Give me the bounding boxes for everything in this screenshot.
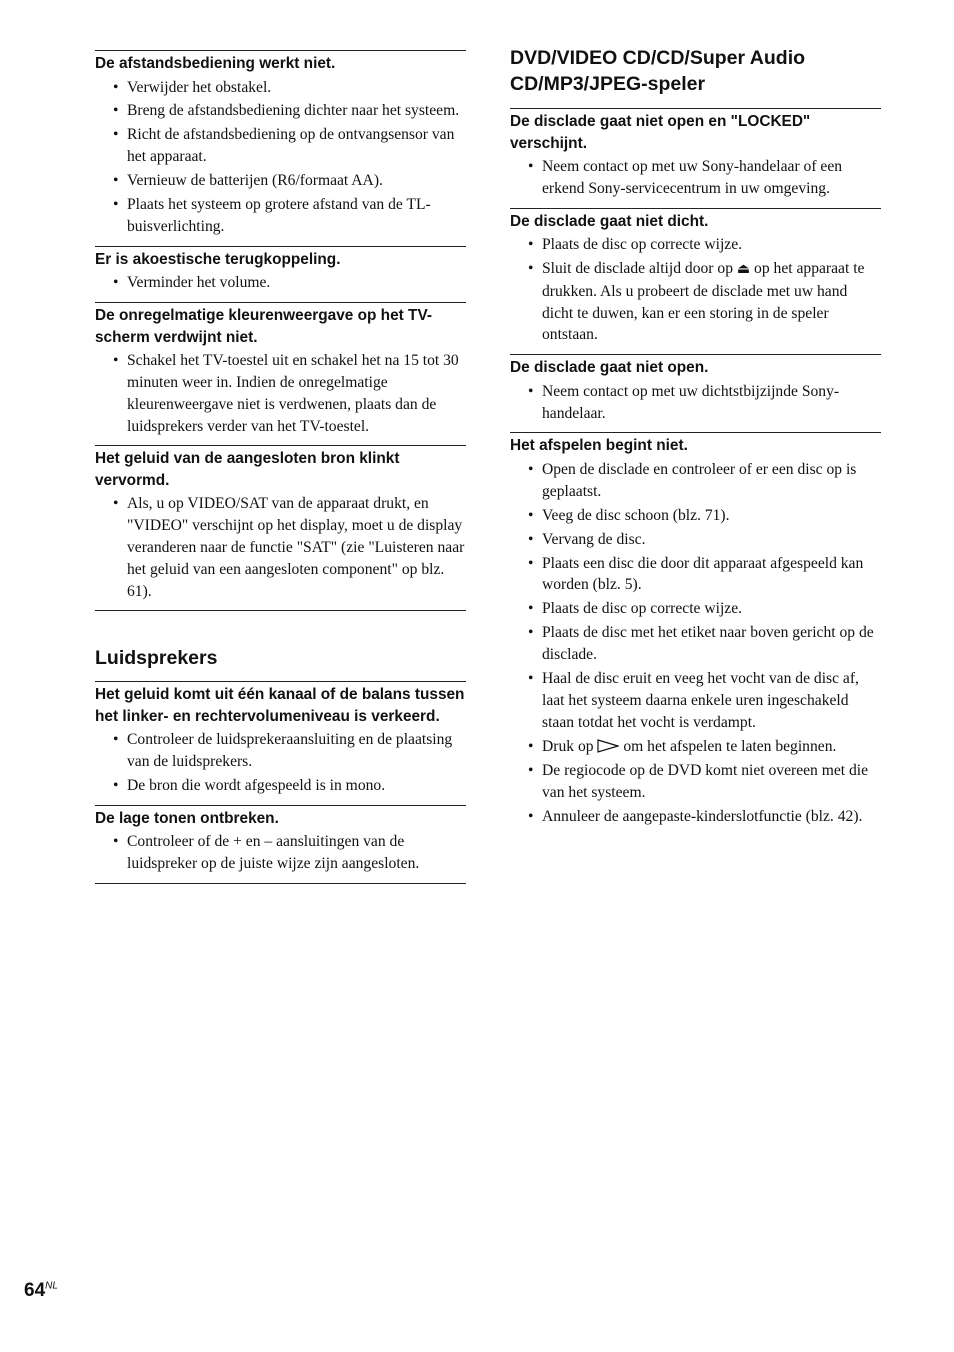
item-text: Druk op <box>542 737 594 755</box>
troubleshoot-item <box>95 445 466 602</box>
section-divider <box>95 883 466 884</box>
item-heading: Het afspelen begint niet. <box>510 432 881 457</box>
list-item: • Richt de afstandsbediening op de ontvangsensor van het apparaat. <box>95 124 466 168</box>
list-item: • Neem contact op met uw Sony-handelaar of een erkend Sony-servicecentrum in uw omgeving. <box>510 156 881 200</box>
troubleshoot-item <box>95 302 466 437</box>
list-item: • Controleer de luidsprekeraansluiting en de plaatsing van de luidsprekers. <box>95 729 466 773</box>
troubleshoot-item <box>95 681 466 797</box>
item-heading: De onregelmatige kleurenweergave op het TV-scherm verdwijnt niet. <box>95 302 466 348</box>
list-item <box>510 736 881 758</box>
section-title: DVD/VIDEO CD/CD/Super Audio CD/MP3/JPEG-speler <box>510 47 806 95</box>
list-item: • Plaats de disc met het etiket naar boven gericht op de disclade. <box>510 622 881 666</box>
language-code: NL <box>45 1280 58 1292</box>
troubleshoot-item <box>510 354 881 424</box>
bullet-list <box>95 77 466 238</box>
list-item: • Annuleer de aangepaste-kinderslotfunctie (blz. 42). <box>510 806 881 828</box>
left-column <box>95 50 466 884</box>
section-title: Luidsprekers <box>95 647 218 670</box>
item-heading: De disclade gaat niet open. <box>510 354 881 379</box>
list-item: • Plaats een disc die door dit apparaat afgespeeld kan worden (blz. 5). <box>510 553 881 597</box>
troubleshoot-item <box>95 805 466 875</box>
item-text: Sluit de disclade altijd door op <box>542 260 733 278</box>
troubleshoot-item <box>510 208 881 347</box>
list-item: • Plaats het systeem op grotere afstand van de TL-buisverlichting. <box>95 194 466 238</box>
item-heading: Het geluid komt uit één kanaal of de balans tussen het linker- en rechtervolumeniveau is verkeerd. <box>95 681 466 727</box>
page-number <box>24 1280 58 1302</box>
page-number-value: 64 <box>24 1280 46 1301</box>
list-item: • Neem contact op met uw dichtstbijzijnde Sony-handelaar. <box>510 381 881 425</box>
item-heading: Er is akoestische terugkoppeling. <box>95 246 466 271</box>
bullet-list <box>510 459 881 827</box>
troubleshoot-item <box>510 432 881 827</box>
item-heading: De disclade gaat niet open en "LOCKED" verschijnt. <box>510 108 881 154</box>
list-item <box>510 258 881 346</box>
list-item: • Als, u op VIDEO/SAT van de apparaat drukt, en "VIDEO" verschijnt op het display, moet u de display veranderen naar de functie "SAT" (zie "Luisteren naar het geluid van een aangesloten component" op blz. 61). <box>95 493 466 602</box>
item-heading: De afstandsbediening werkt niet. <box>95 50 466 75</box>
list-item: • Verminder het volume. <box>95 272 466 294</box>
section-divider <box>95 610 466 611</box>
list-item: • Haal de disc eruit en veeg het vocht van de disc af, laat het systeem daarna enkele uren ingeschakeld staan totdat het vocht is verdampt. <box>510 668 881 733</box>
item-heading: Het geluid van de aangesloten bron klinkt vervormd. <box>95 445 466 491</box>
bullet-list <box>95 493 466 602</box>
bullet-list <box>510 381 881 425</box>
item-text: om het afspelen te laten beginnen. <box>623 737 837 755</box>
list-item: • Schakel het TV-toestel uit en schakel het na 15 tot 30 minuten weer in. Indien de onregelmatige kleurenweergave niet is verdwenen, plaats dan de luidsprekers verder van het TV-toestel. <box>95 350 466 437</box>
list-item: • De bron die wordt afgespeeld is in mono. <box>95 775 466 797</box>
play-icon <box>597 739 619 753</box>
list-item: • Open de disclade en controleer of er een disc op is geplaatst. <box>510 459 881 503</box>
list-item: • Vervang de disc. <box>510 529 881 551</box>
list-item: • Breng de afstandsbediening dichter naar het systeem. <box>95 100 466 122</box>
list-item: • Vernieuw de batterijen (R6/formaat AA). <box>95 170 466 192</box>
troubleshoot-item <box>510 108 881 200</box>
eject-icon: ⏏ <box>736 262 751 278</box>
item-heading: De lage tonen ontbreken. <box>95 805 466 830</box>
list-item: • Veeg de disc schoon (blz. 71). <box>510 505 881 527</box>
item-heading: De disclade gaat niet dicht. <box>510 208 881 233</box>
list-item: • Controleer of de + en – aansluitingen van de luidspreker op de juiste wijze zijn aangesloten. <box>95 831 466 875</box>
list-item: • Plaats de disc op correcte wijze. <box>510 234 881 256</box>
list-item: • Verwijder het obstakel. <box>95 77 466 99</box>
bullet-list <box>510 234 881 346</box>
bullet-list <box>510 156 881 200</box>
bullet-list <box>95 831 466 875</box>
bullet-list <box>95 272 466 294</box>
list-item: • Plaats de disc op correcte wijze. <box>510 598 881 620</box>
bullet-list <box>95 729 466 797</box>
list-item: • De regiocode op de DVD komt niet overeen met die van het systeem. <box>510 760 881 804</box>
bullet-list <box>95 350 466 437</box>
right-column <box>510 47 881 835</box>
item-text: op het apparaat te drukken. Als u probeert de disclade met uw hand dicht te duwen, kan er een storing in de speler ontstaan. <box>542 260 865 344</box>
troubleshoot-item <box>95 50 466 238</box>
troubleshoot-item <box>95 246 466 294</box>
